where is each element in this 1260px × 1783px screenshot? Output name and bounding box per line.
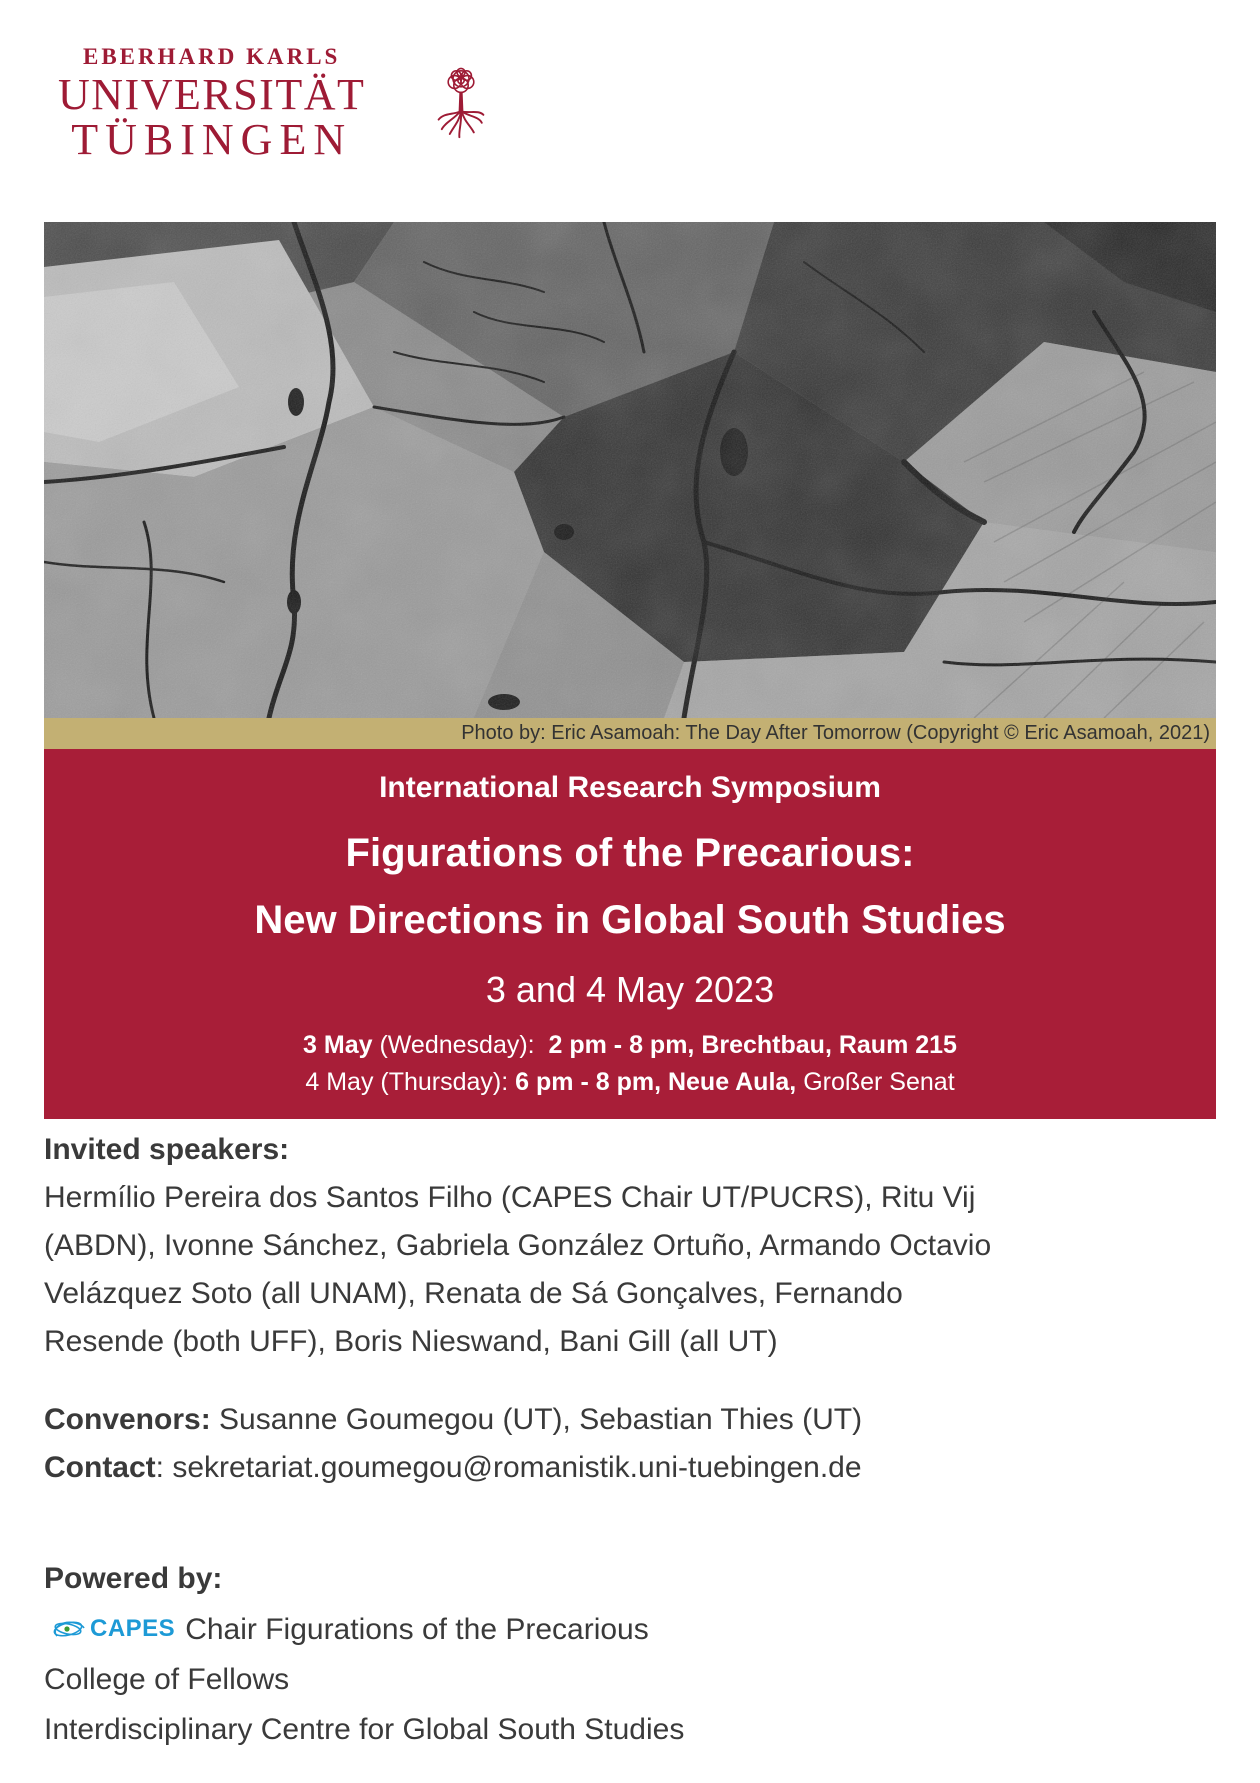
symposium-dates: 3 and 4 May 2023: [485, 969, 775, 1010]
contact-line: [44, 1444, 1216, 1492]
schedule2-day: 4 May: [305, 1068, 381, 1096]
powered-item-chair: Chair Figurations of the Precarious: [185, 1613, 649, 1646]
tuebingen-tree-icon: [437, 52, 485, 157]
speakers-line: Resende (both UFF), Boris Nieswand, Bani Gill (all UT): [44, 1325, 778, 1358]
contact-label: Contact: [44, 1451, 156, 1484]
symposium-title-line1: Figurations of the Precarious:: [345, 831, 915, 875]
logo-line-tuebingen: TÜBINGEN: [71, 114, 353, 164]
photo-credit-text: Photo by: Eric Asamoah: The Day After Tomorrow (Copyright © Eric Asamoah, 2021): [461, 722, 1210, 744]
logo-line-eberhard-karls: EBERHARD KARLS: [83, 44, 341, 69]
hero-photo: [44, 222, 1216, 749]
convenors-line: [44, 1396, 1216, 1444]
speakers-line: Hermílio Pereira dos Santos Filho (CAPES Chair UT/PUCRS), Ritu Vij: [44, 1181, 976, 1214]
body-section: [44, 1126, 1216, 1755]
contact-email[interactable]: : sekretariat.goumegou@romanistik.uni-tuebingen.de: [155, 1451, 862, 1484]
schedule1-weekday: (Wednesday):: [379, 1031, 549, 1059]
cracked-pavement-photo: [44, 222, 1216, 718]
invited-speakers-block: [44, 1126, 1216, 1366]
convenors-label: Convenors:: [44, 1403, 211, 1436]
photo-credit: [44, 718, 1216, 749]
capes-line: [44, 1604, 1216, 1655]
powered-by-block: [44, 1554, 1216, 1755]
schedule-line-2: [54, 1068, 1206, 1097]
schedule1-details: 2 pm - 8 pm, Brechtbau, Raum 215: [548, 1031, 957, 1059]
university-logo: [58, 44, 365, 163]
schedule-line-1: [54, 1031, 1206, 1060]
title-banner: [44, 749, 1216, 1119]
speakers-line: (ABDN), Ivonne Sánchez, Gabriela González Ortuño, Armando Octavio: [44, 1229, 992, 1262]
powered-item-centre: Interdisciplinary Centre for Global South Studies: [44, 1713, 685, 1746]
speakers-line: Velázquez Soto (all UNAM), Renata de Sá Gonçalves, Fernando: [44, 1277, 903, 1310]
university-header: [0, 0, 1260, 163]
symposium-title-line2: New Directions in Global South Studies: [254, 898, 1006, 942]
logo-line-universitaet: UNIVERSITÄT: [58, 70, 366, 119]
schedule2-details: 6 pm - 8 pm, Neue Aula,: [515, 1068, 804, 1096]
capes-logo: [52, 1604, 175, 1654]
schedule2-venue: Großer Senat: [803, 1068, 955, 1096]
capes-wordmark: CAPES: [90, 1615, 176, 1642]
powered-item-college: College of Fellows: [44, 1663, 290, 1696]
symposium-kicker: International Research Symposium: [379, 771, 881, 804]
invited-speakers-heading: Invited speakers:: [44, 1133, 290, 1166]
convenors-contact-block: [44, 1396, 1216, 1492]
schedule1-day: 3 May: [303, 1031, 380, 1059]
powered-by-heading: Powered by:: [44, 1562, 223, 1595]
convenors-value: Susanne Goumegou (UT), Sebastian Thies (UT): [210, 1403, 863, 1436]
schedule2-weekday: (Thursday):: [380, 1068, 516, 1096]
capes-swirl-icon: [52, 1616, 86, 1642]
